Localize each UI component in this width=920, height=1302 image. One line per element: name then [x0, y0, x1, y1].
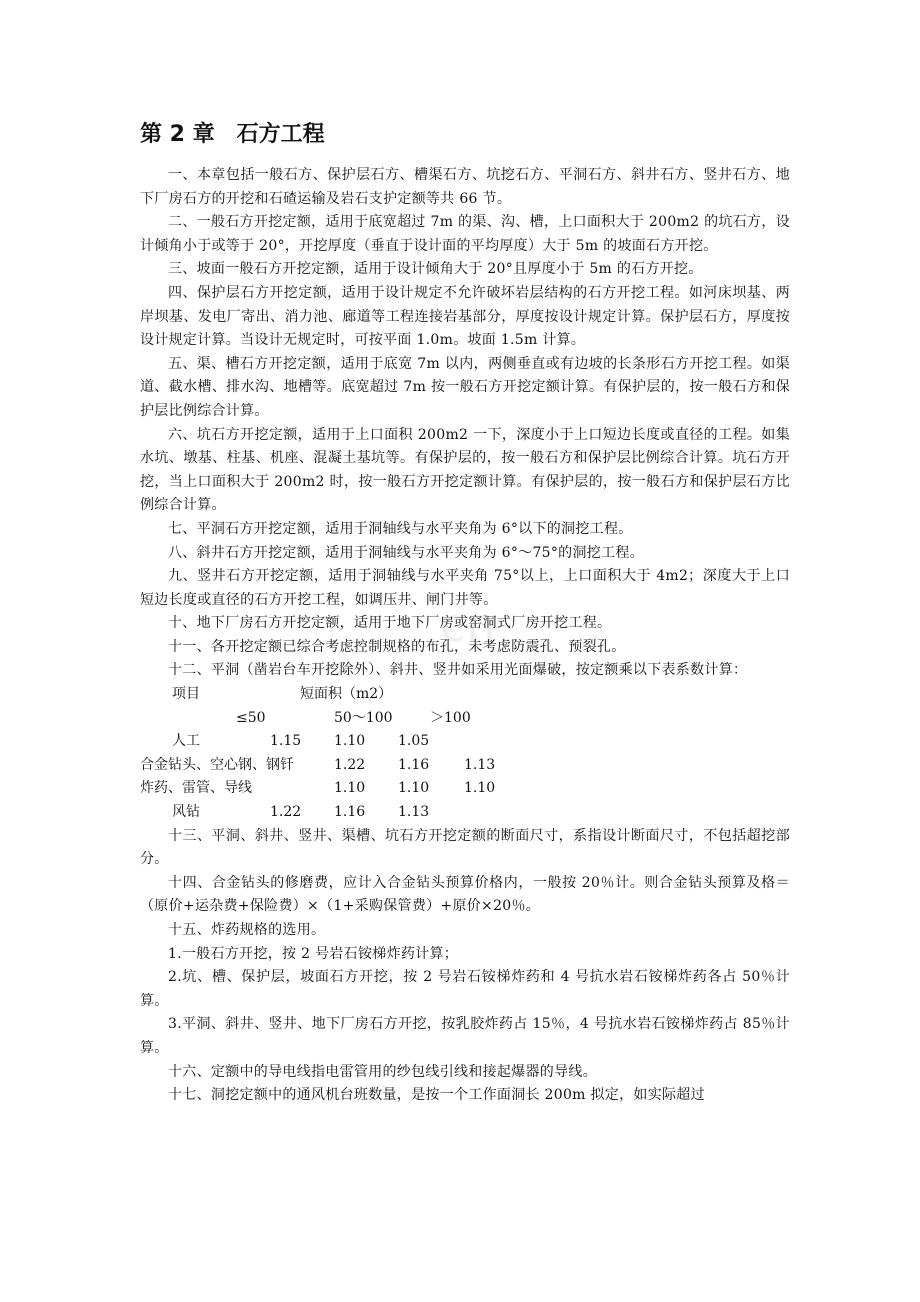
table-cell: 1.05	[398, 733, 430, 750]
paragraph: 六、坑石方开挖定额，适用于上口面积 200m2 一下，深度小于上口短边长度或直径的工程。如集水坑、墩基、柱基、机座、混凝土基坑等。有保护层的，按一般石方和保护层比例综合计算。坑石方开挖，当上口面积大于 200m2 时，按一般石方开挖定额计算。有保护层的，按一般石方和保护层石方比例综合计算。	[140, 426, 790, 514]
paragraph: 十、地下厂房石方开挖定额，适用于地下厂房或窑洞式厂房开挖工程。	[168, 615, 612, 632]
paragraph: 十五、炸药规格的选用。	[168, 922, 326, 938]
table-cell: 1.13	[398, 804, 430, 821]
table-cell: 1.13	[464, 756, 496, 773]
table-col-item: 项目	[172, 686, 200, 703]
table-header-row	[140, 683, 790, 707]
coefficient-table	[140, 683, 790, 825]
table-cell-name: 人工	[172, 733, 200, 750]
table-cell: 1.10	[334, 733, 366, 750]
chapter-title	[140, 118, 790, 152]
chapter-name: 石方工程	[236, 122, 325, 147]
chapter-number: 第 2 章	[140, 122, 215, 147]
table-col-group: 短面积（m2）	[300, 686, 393, 703]
paragraph: 八、斜井石方开挖定额，适用于洞轴线与水平夹角为 6°～75°的洞挖工程。	[168, 544, 644, 561]
paragraph: 十二、平洞（凿岩台车开挖除外）、斜井、竖井如采用光面爆破，按定额乘以下表系数计算：	[168, 662, 748, 679]
paragraph: 一、本章包括一般石方、保护层石方、槽渠石方、坑挖石方、平洞石方、斜井石方、竖井石方、地下厂房石方的开挖和石碴运输及岩石支护定额等共 66 节。	[140, 167, 790, 207]
table-cell: 1.15	[270, 733, 302, 750]
table-cell: 1.22	[270, 804, 302, 821]
table-cell: 1.10	[464, 780, 496, 797]
table-row	[140, 801, 790, 825]
paragraph: 2.坑、槽、保护层，坡面石方开挖，按 2 号岩石铵梯炸药和 4 号抗水岩石铵梯炸药各占 50％计算。	[140, 969, 790, 1009]
section-a	[140, 164, 790, 683]
table-cell-name: 合金钻头、空心钢、钢钎	[140, 756, 294, 773]
table-cell-name: 风钻	[172, 804, 200, 821]
document-page	[140, 118, 790, 1108]
paragraph: 五、渠、槽石方开挖定额，适用于底宽 7m 以内，两侧垂直或有边坡的长条形石方开挖工程。如渠道、截水槽、排水沟、地槽等。底宽超过 7m 按一般石方开挖定额计算。有保护层的，按一般石方和保护层比例综合计算。	[140, 355, 790, 419]
section-b	[140, 825, 790, 1108]
paragraph: 3.平洞、斜井、竖井、地下厂房石方开挖，按乳胶炸药占 15％，4 号抗水岩石铵梯炸药占 85％计算。	[140, 1016, 790, 1056]
paragraph: 十四、合金钻头的修磨费，应计入合金钻头预算价格内，一般按 20％计。则合金钻头预算及格＝（原价+运杂费+保险费）×（1+采购保管费）+原价×20％。	[140, 874, 790, 915]
paragraph: 三、坡面一般石方开挖定额，适用于设计倾角大于 20°且厚度小于 5m 的石方开挖。	[168, 261, 703, 278]
paragraph: 四、保护层石方开挖定额，适用于设计规定不允许破坏岩层结构的石方开挖工程。如河床坝基、两岸坝基、发电厂寄出、消力池、廊道等工程连接岩基部分，厚度按设计规定计算。保护层石方，厚度按设计规定计算。当设计无规定时，可按平面 1.0m。坡面 1.5m 计算。	[140, 284, 790, 349]
table-row	[140, 754, 790, 778]
paragraph: 十六、定额中的导电线指电雷管用的纱包线引线和接起爆器的导线。	[168, 1063, 597, 1080]
table-subheader-row	[140, 707, 790, 731]
paragraph: 七、平洞石方开挖定额，适用于洞轴线与水平夹角为 6°以下的洞挖工程。	[168, 520, 633, 537]
table-cell: 1.16	[334, 804, 366, 821]
paragraph: 1.一般石方开挖，按 2 号岩石铵梯炸药计算；	[168, 945, 459, 962]
watermark: cn	[440, 598, 497, 652]
table-row	[140, 730, 790, 754]
paragraph: 二、一般石方开挖定额，适用于底宽超过 7m 的渠、沟、槽，上口面积大于 200m2 的坑石方，设计倾角小于或等于 20°，开挖厚度（垂直于设计面的平均厚度）大于 5m 的坡面石方开挖。	[140, 214, 790, 254]
table-cell: 1.16	[398, 756, 430, 773]
table-cell: 1.22	[334, 756, 366, 773]
paragraph: 十七、洞挖定额中的通风机台班数量，是按一个工作面洞长 200m 拟定，如实际超过	[168, 1087, 705, 1104]
paragraph: 九、竖井石方开挖定额，适用于洞轴线与水平夹角 75°以上，上口面积大于 4m2；深度大于上口短边长度或直径的石方开挖工程，如调压井、闸门井等。	[140, 568, 790, 608]
table-cell: 1.10	[334, 780, 366, 797]
table-row	[140, 777, 790, 801]
table-cell: 1.10	[398, 780, 430, 797]
table-subheader: ≤50	[236, 709, 266, 726]
table-subheader: ＞100	[430, 709, 471, 726]
table-subheader: 50～100	[334, 709, 393, 726]
paragraph: 十一、各开挖定额已综合考虑控制规格的布孔，未考虑防震孔、预裂孔。	[168, 638, 626, 655]
paragraph: 十三、平洞、斜井、竖井、渠槽、坑石方开挖定额的断面尺寸，系指设计断面尺寸，不包括超挖部分。	[140, 827, 790, 868]
table-cell-name: 炸药、雷管、导线	[140, 780, 252, 797]
